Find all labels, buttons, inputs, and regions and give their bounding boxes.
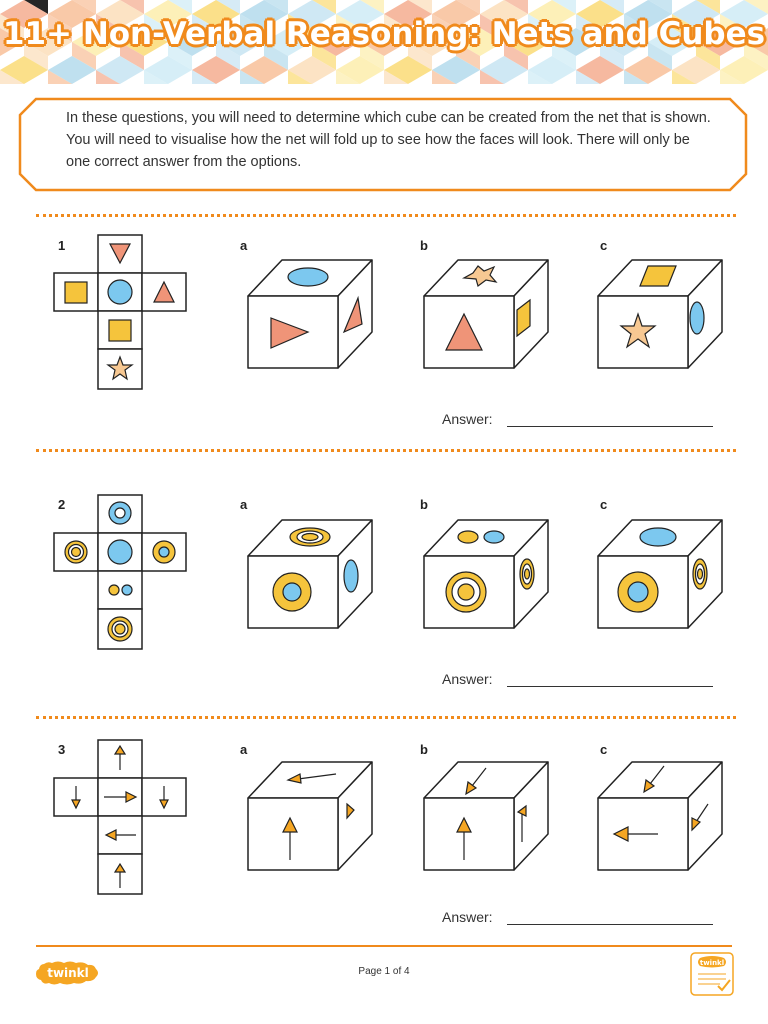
option-label-c: c [600,497,608,512]
cube-2b [422,518,552,632]
circle-icon [288,268,328,286]
circle-icon [690,302,704,334]
cube-3b [422,760,552,874]
cube-1a [246,258,376,372]
circle-icon [640,528,676,546]
option-label-a: a [240,742,248,757]
option-label-c: c [600,238,608,253]
option-label-a: a [240,238,248,253]
square-icon [65,282,87,303]
answer-field[interactable] [507,426,713,427]
answer-label: Answer: [442,671,493,687]
cube-3a [246,760,376,874]
svg-text:twinkl: twinkl [47,966,89,980]
square-icon [109,320,131,341]
svg-text:twinkl: twinkl [699,959,725,967]
circle-icon [108,280,132,304]
dots-icon [109,585,119,595]
cube-2c [596,518,726,632]
cube-2a [246,518,376,632]
answer-label: Answer: [442,411,493,427]
answer-field[interactable] [507,686,713,687]
option-label-b: b [420,497,428,512]
circle-icon [344,560,358,592]
section-divider [36,716,736,719]
cube-1c [596,258,726,372]
section-divider [36,449,736,452]
instructions-text: In these questions, you will need to determine which cube can be created from the net that is shown. You will need to visualise how the net will fold up to see how the faces will look. There will only be one correct answer from the options. [66,110,711,170]
option-label-a: a [240,497,248,512]
circle-icon [108,540,132,564]
net-3 [52,738,188,898]
dots-icon [458,531,478,543]
footer-divider [36,945,732,947]
page-number: Page 1 of 4 [358,966,410,977]
quality-badge [690,952,734,996]
answer-field[interactable] [507,924,713,925]
option-label-b: b [420,238,428,253]
question-number: 2 [58,497,66,512]
option-label-c: c [600,742,608,757]
page-title: 11+ Non-Verbal Reasoning: Nets and Cubes [2,16,766,52]
option-label-b: b [420,742,428,757]
net-2 [52,493,188,653]
cube-3c [596,760,726,874]
question-number: 1 [58,238,66,253]
question-number: 3 [58,742,66,757]
cube-1b [422,258,552,372]
section-divider [36,214,736,217]
net-1 [52,233,188,393]
answer-label: Answer: [442,909,493,925]
